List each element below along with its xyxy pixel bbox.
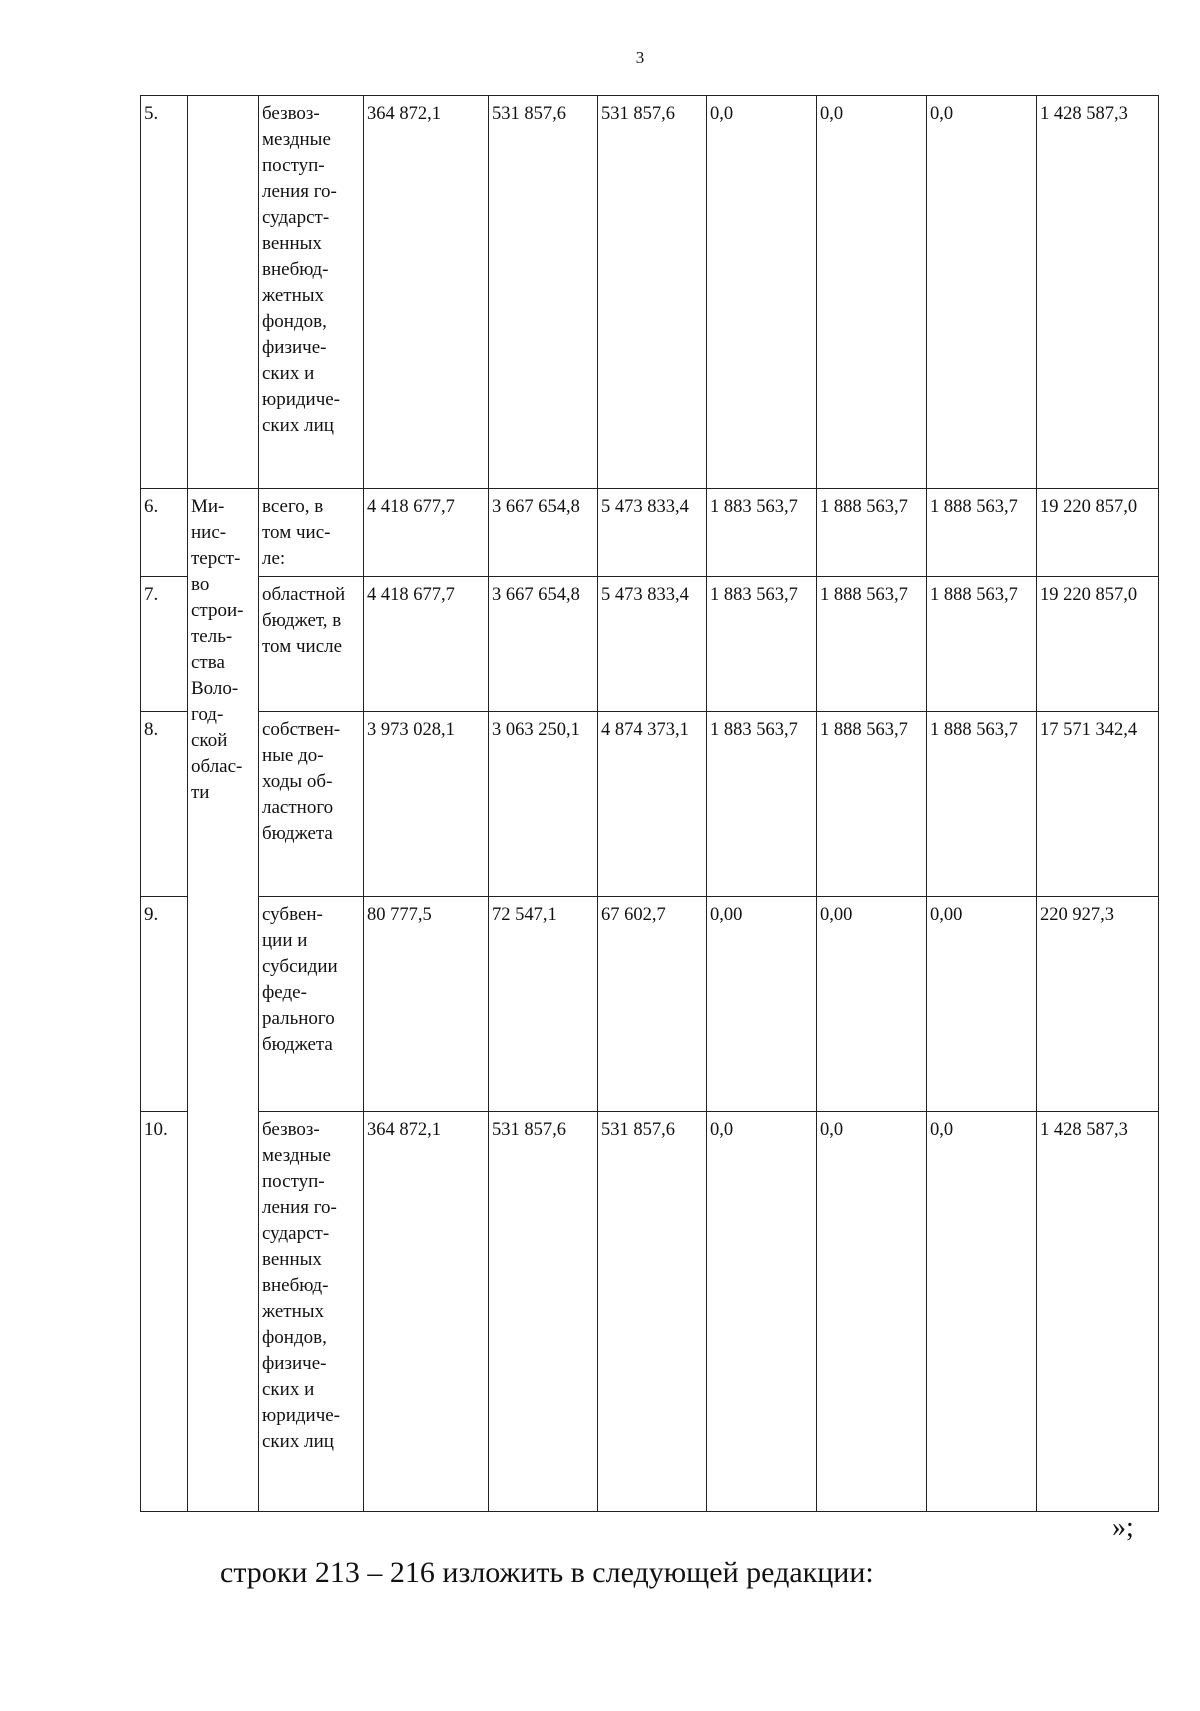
value-cell: 0,0 <box>707 96 817 489</box>
value-cell: 1 883 563,7 <box>707 577 817 712</box>
value-cell: 1 888 563,7 <box>927 712 1037 897</box>
value-cell: 1 883 563,7 <box>707 712 817 897</box>
value-cell: 4 874 373,1 <box>598 712 707 897</box>
value-cell: 5 473 833,4 <box>598 577 707 712</box>
value-cell: 3 973 028,1 <box>364 712 489 897</box>
value-cell: 1 888 563,7 <box>927 489 1037 577</box>
value-cell: 0,00 <box>707 897 817 1112</box>
value-cell: 3 667 654,8 <box>489 489 598 577</box>
row-index: 6. <box>141 489 188 577</box>
value-cell: 1 888 563,7 <box>817 712 927 897</box>
value-total-cell: 17 571 342,4 <box>1037 712 1159 897</box>
table-row <box>141 1112 1159 1512</box>
value-cell: 4 418 677,7 <box>364 577 489 712</box>
value-total-cell: 19 220 857,0 <box>1037 489 1159 577</box>
value-cell: 531 857,6 <box>489 1112 598 1512</box>
value-cell: 531 857,6 <box>489 96 598 489</box>
organization-cell-empty <box>188 96 259 489</box>
value-cell: 1 888 563,7 <box>817 489 927 577</box>
row-index: 9. <box>141 897 188 1112</box>
row-description: субвен- ции и субсидии феде- рального бюджета <box>259 897 364 1112</box>
value-cell: 1 883 563,7 <box>707 489 817 577</box>
value-cell: 72 547,1 <box>489 897 598 1112</box>
value-cell: 1 888 563,7 <box>927 577 1037 712</box>
closing-quote-mark: »; <box>1112 1512 1134 1543</box>
value-total-cell: 1 428 587,3 <box>1037 96 1159 489</box>
value-cell: 0,0 <box>927 1112 1037 1512</box>
value-cell: 531 857,6 <box>598 96 707 489</box>
value-cell: 0,0 <box>817 1112 927 1512</box>
table-row <box>141 96 1159 489</box>
value-cell: 364 872,1 <box>364 1112 489 1512</box>
value-total-cell: 220 927,3 <box>1037 897 1159 1112</box>
row-description: всего, в том чис- ле: <box>259 489 364 577</box>
organization-name: Ми- нис- терст- во строи- тель- ства Воло- год- ской облас- ти <box>188 489 259 897</box>
value-cell: 0,00 <box>927 897 1037 1112</box>
value-cell: 4 418 677,7 <box>364 489 489 577</box>
row-description: собствен- ные до- ходы об- ластного бюджета <box>259 712 364 897</box>
amendment-instruction: строки 213 – 216 изложить в следующей редакции: <box>220 1556 874 1589</box>
value-cell: 1 888 563,7 <box>817 577 927 712</box>
row-description: областной бюджет, в том числе <box>259 577 364 712</box>
row-index: 7. <box>141 577 188 712</box>
value-cell: 5 473 833,4 <box>598 489 707 577</box>
value-total-cell: 1 428 587,3 <box>1037 1112 1159 1512</box>
value-cell: 3 063 250,1 <box>489 712 598 897</box>
budget-table <box>140 95 1159 1512</box>
table-row <box>141 489 1159 577</box>
organization-cell-continued <box>188 897 259 1512</box>
value-cell: 0,0 <box>707 1112 817 1512</box>
value-cell: 364 872,1 <box>364 96 489 489</box>
value-cell: 531 857,6 <box>598 1112 707 1512</box>
value-cell: 67 602,7 <box>598 897 707 1112</box>
page-number: 3 <box>635 48 645 67</box>
value-cell: 80 777,5 <box>364 897 489 1112</box>
value-cell: 0,0 <box>927 96 1037 489</box>
row-index: 10. <box>141 1112 188 1512</box>
table-row <box>141 712 1159 897</box>
row-description: безвоз- мездные поступ- ления го- сударст- венных внебюд- жетных фондов, физиче- ских и юридиче- ских лиц <box>259 96 364 489</box>
row-index: 5. <box>141 96 188 489</box>
value-total-cell: 19 220 857,0 <box>1037 577 1159 712</box>
value-cell: 0,00 <box>817 897 927 1112</box>
row-description: безвоз- мездные поступ- ления го- сударст- венных внебюд- жетных фондов, физиче- ских и юридиче- ских лиц <box>259 1112 364 1512</box>
table-row <box>141 577 1159 712</box>
row-index: 8. <box>141 712 188 897</box>
table-row <box>141 897 1159 1112</box>
value-cell: 3 667 654,8 <box>489 577 598 712</box>
value-cell: 0,0 <box>817 96 927 489</box>
